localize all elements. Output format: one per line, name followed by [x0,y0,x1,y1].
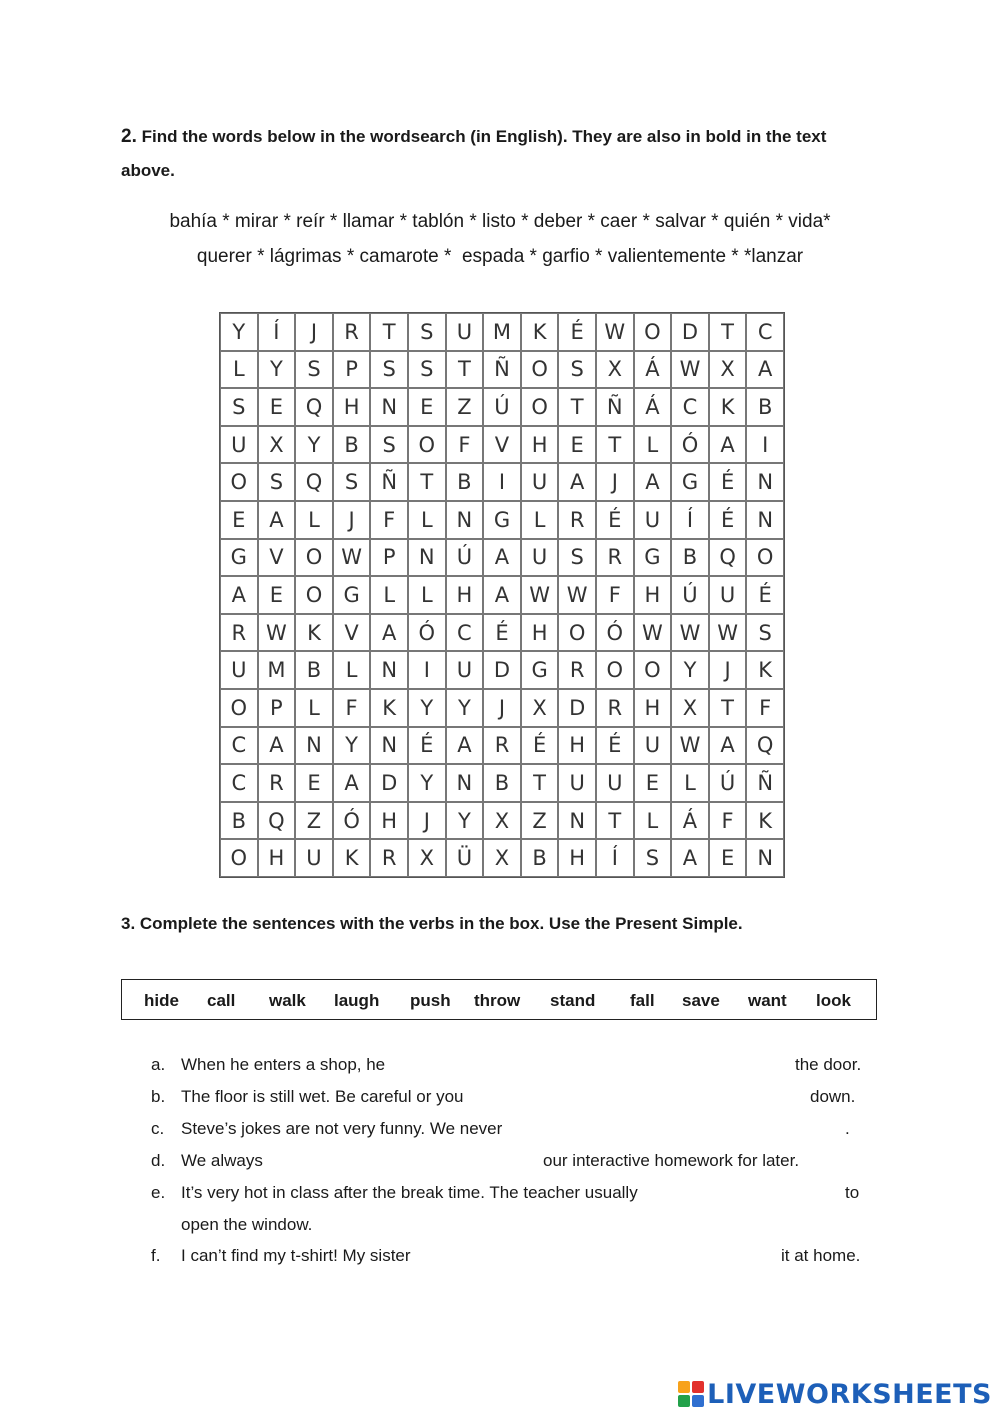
grid-cell-r15-c4[interactable]: K [333,839,371,877]
grid-cell-r7-c15[interactable]: O [746,539,784,577]
grid-cell-r8-c14[interactable]: U [709,576,747,614]
grid-cell-r13-c7[interactable]: N [446,764,484,802]
grid-cell-r6-c9[interactable]: L [521,501,559,539]
answer-d-input[interactable] [278,1148,540,1174]
word-list-line-2: querer * lágrimas * camarote * espada * garfio * valientemente * *lanzar [196,246,804,267]
grid-cell-r3-c10[interactable]: T [558,388,596,426]
grid-cell-r15-c1[interactable]: O [220,839,258,877]
grid-cell-r14-c6[interactable]: J [408,802,446,840]
logo-square-4 [692,1395,704,1407]
verb-box [121,979,877,1020]
grid-cell-r13-c15[interactable]: Ñ [746,764,784,802]
grid-cell-r5-c4[interactable]: S [333,463,371,501]
grid-cell-r12-c15[interactable]: Q [746,727,784,765]
grid-cell-r4-c7[interactable]: F [446,426,484,464]
grid-cell-r2-c12[interactable]: Á [634,351,672,389]
grid-cell-r4-c15[interactable]: I [746,426,784,464]
grid-cell-r4-c13[interactable]: Ó [671,426,709,464]
grid-cell-r11-c13[interactable]: X [671,689,709,727]
grid-cell-r11-c5[interactable]: K [370,689,408,727]
grid-cell-r14-c9[interactable]: Z [521,802,559,840]
grid-cell-r1-c13[interactable]: D [671,313,709,351]
grid-cell-r6-c10[interactable]: R [558,501,596,539]
grid-cell-r14-c2[interactable]: Q [258,802,296,840]
grid-cell-r13-c3[interactable]: E [295,764,333,802]
grid-cell-r2-c7[interactable]: T [446,351,484,389]
grid-cell-r8-c13[interactable]: Ú [671,576,709,614]
grid-cell-r13-c4[interactable]: A [333,764,371,802]
grid-cell-r6-c13[interactable]: Í [671,501,709,539]
grid-cell-r7-c11[interactable]: R [596,539,634,577]
grid-cell-r5-c6[interactable]: T [408,463,446,501]
sentence-b-end: down. [810,1087,856,1106]
logo-square-2 [692,1381,704,1393]
sentence-f-text: I can’t find my t-shirt! My sister [181,1246,411,1265]
logo-text: LIVEWORKSHEETS [707,1378,992,1410]
grid-cell-r1-c11[interactable]: W [596,313,634,351]
grid-cell-r2-c15[interactable]: A [746,351,784,389]
grid-cell-r3-c1[interactable]: S [220,388,258,426]
grid-cell-r3-c4[interactable]: H [333,388,371,426]
grid-cell-r1-c1[interactable]: Y [220,313,258,351]
verb-laugh: laugh [334,991,380,1010]
grid-cell-r2-c3[interactable]: S [295,351,333,389]
grid-cell-r5-c12[interactable]: A [634,463,672,501]
grid-cell-r9-c15[interactable]: S [746,614,784,652]
sentence-d-text: We always [181,1151,263,1170]
grid-cell-r5-c2[interactable]: S [258,463,296,501]
grid-cell-r15-c6[interactable]: X [408,839,446,877]
grid-cell-r1-c14[interactable]: T [709,313,747,351]
grid-cell-r7-c5[interactable]: P [370,539,408,577]
word-list [100,204,900,274]
grid-cell-r11-c6[interactable]: Y [408,689,446,727]
grid-cell-r6-c14[interactable]: É [709,501,747,539]
grid-cell-r1-c7[interactable]: U [446,313,484,351]
grid-cell-r10-c13[interactable]: Y [671,651,709,689]
grid-cell-r13-c8[interactable]: B [483,764,521,802]
grid-cell-r13-c9[interactable]: T [521,764,559,802]
grid-cell-r4-c8[interactable]: V [483,426,521,464]
grid-cell-r9-c10[interactable]: O [558,614,596,652]
grid-cell-r3-c7[interactable]: Z [446,388,484,426]
grid-cell-r6-c4[interactable]: J [333,501,371,539]
grid-cell-r3-c12[interactable]: Á [634,388,672,426]
grid-cell-r7-c3[interactable]: O [295,539,333,577]
grid-cell-r11-c8[interactable]: J [483,689,521,727]
sentence-a-letter: a. [151,1055,166,1074]
grid-cell-r6-c2[interactable]: A [258,501,296,539]
grid-cell-r2-c5[interactable]: S [370,351,408,389]
grid-cell-r9-c5[interactable]: A [370,614,408,652]
grid-cell-r5-c13[interactable]: G [671,463,709,501]
verb-look: look [816,991,851,1010]
grid-cell-r13-c1[interactable]: C [220,764,258,802]
logo-square-3 [678,1395,690,1407]
sentence-d-end: our interactive homework for later. [543,1151,800,1170]
grid-cell-r7-c7[interactable]: Ú [446,539,484,577]
grid-cell-r13-c10[interactable]: U [558,764,596,802]
grid-cell-r2-c4[interactable]: P [333,351,371,389]
grid-cell-r9-c8[interactable]: É [483,614,521,652]
grid-cell-r11-c10[interactable]: D [558,689,596,727]
answer-e-input[interactable] [684,1180,842,1206]
grid-cell-r5-c10[interactable]: A [558,463,596,501]
grid-cell-r15-c11[interactable]: Í [596,839,634,877]
sentence-f-letter: f. [151,1246,161,1265]
grid-cell-r5-c5[interactable]: Ñ [370,463,408,501]
grid-cell-r8-c2[interactable]: E [258,576,296,614]
grid-cell-r7-c9[interactable]: U [521,539,559,577]
grid-cell-r10-c10[interactable]: R [558,651,596,689]
grid-cell-r6-c6[interactable]: L [408,501,446,539]
grid-cell-r7-c1[interactable]: G [220,539,258,577]
grid-cell-r2-c2[interactable]: Y [258,351,296,389]
grid-cell-r10-c12[interactable]: O [634,651,672,689]
grid-cell-r14-c12[interactable]: L [634,802,672,840]
verb-walk: walk [269,991,306,1010]
grid-cell-r3-c8[interactable]: Ú [483,388,521,426]
grid-cell-r11-c1[interactable]: O [220,689,258,727]
grid-cell-r12-c14[interactable]: A [709,727,747,765]
sentence-c-letter: c. [151,1119,165,1138]
grid-cell-r12-c2[interactable]: A [258,727,296,765]
grid-cell-r5-c9[interactable]: U [521,463,559,501]
grid-cell-r4-c6[interactable]: O [408,426,446,464]
grid-cell-r10-c11[interactable]: O [596,651,634,689]
grid-cell-r3-c15[interactable]: B [746,388,784,426]
grid-cell-r9-c4[interactable]: V [333,614,371,652]
grid-cell-r11-c3[interactable]: L [295,689,333,727]
exercise-2-instruction-text: Find the words below in the wordsearch (in English). They are also in bold in the text above. [121,127,827,180]
grid-cell-r11-c9[interactable]: X [521,689,559,727]
sentence-e-letter: e. [151,1183,166,1202]
grid-cell-r4-c1[interactable]: U [220,426,258,464]
grid-cell-r12-c10[interactable]: H [558,727,596,765]
grid-cell-r8-c1[interactable]: A [220,576,258,614]
grid-cell-r12-c3[interactable]: N [295,727,333,765]
grid-cell-r14-c5[interactable]: H [370,802,408,840]
word-list-line-1: bahía * mirar * reír * llamar * tablón * listo * deber * caer * salvar * quién * vida* [169,211,831,232]
grid-cell-r6-c5[interactable]: F [370,501,408,539]
grid-cell-r11-c2[interactable]: P [258,689,296,727]
grid-cell-r5-c8[interactable]: I [483,463,521,501]
grid-cell-r13-c12[interactable]: E [634,764,672,802]
grid-cell-r9-c7[interactable]: C [446,614,484,652]
grid-cell-r7-c12[interactable]: G [634,539,672,577]
grid-cell-r15-c5[interactable]: R [370,839,408,877]
grid-cell-r4-c11[interactable]: T [596,426,634,464]
grid-cell-r12-c11[interactable]: É [596,727,634,765]
sentence-c-end: . [845,1119,850,1138]
grid-cell-r9-c11[interactable]: Ó [596,614,634,652]
grid-cell-r3-c2[interactable]: E [258,388,296,426]
grid-cell-r2-c10[interactable]: S [558,351,596,389]
grid-cell-r10-c1[interactable]: U [220,651,258,689]
grid-cell-r7-c4[interactable]: W [333,539,371,577]
wordsearch-grid [219,312,785,878]
verb-stand: stand [550,991,596,1010]
grid-cell-r13-c2[interactable]: R [258,764,296,802]
grid-cell-r3-c6[interactable]: E [408,388,446,426]
grid-cell-r9-c14[interactable]: W [709,614,747,652]
grid-cell-r6-c3[interactable]: L [295,501,333,539]
exercise-2-instruction [121,120,881,188]
answer-a-input[interactable] [410,1052,792,1078]
grid-cell-r6-c12[interactable]: U [634,501,672,539]
grid-cell-r12-c6[interactable]: É [408,727,446,765]
grid-cell-r14-c7[interactable]: Y [446,802,484,840]
grid-cell-r14-c10[interactable]: N [558,802,596,840]
grid-cell-r4-c12[interactable]: L [634,426,672,464]
grid-cell-r9-c12[interactable]: W [634,614,672,652]
grid-cell-r15-c9[interactable]: B [521,839,559,877]
grid-cell-r12-c9[interactable]: É [521,727,559,765]
sentence-e-end: to [845,1183,860,1202]
grid-cell-r9-c3[interactable]: K [295,614,333,652]
verb-want: want [748,991,787,1010]
grid-cell-r11-c7[interactable]: Y [446,689,484,727]
grid-cell-r8-c5[interactable]: L [370,576,408,614]
grid-cell-r3-c5[interactable]: N [370,388,408,426]
verb-throw: throw [474,991,521,1010]
grid-cell-r15-c3[interactable]: U [295,839,333,877]
grid-cell-r1-c4[interactable]: R [333,313,371,351]
grid-cell-r8-c3[interactable]: O [295,576,333,614]
grid-cell-r14-c13[interactable]: Á [671,802,709,840]
grid-cell-r14-c11[interactable]: T [596,802,634,840]
grid-cell-r4-c3[interactable]: Y [295,426,333,464]
grid-cell-r1-c2[interactable]: Í [258,313,296,351]
grid-cell-r10-c7[interactable]: U [446,651,484,689]
grid-cell-r1-c6[interactable]: S [408,313,446,351]
sentence-a-end: the door. [795,1055,862,1074]
grid-cell-r1-c8[interactable]: M [483,313,521,351]
grid-cell-r5-c7[interactable]: B [446,463,484,501]
grid-cell-r14-c8[interactable]: X [483,802,521,840]
grid-cell-r12-c5[interactable]: N [370,727,408,765]
grid-cell-r15-c14[interactable]: E [709,839,747,877]
grid-cell-r15-c10[interactable]: H [558,839,596,877]
grid-cell-r14-c3[interactable]: Z [295,802,333,840]
grid-cell-r6-c11[interactable]: É [596,501,634,539]
grid-cell-r3-c14[interactable]: K [709,388,747,426]
grid-cell-r13-c14[interactable]: Ú [709,764,747,802]
grid-cell-r8-c6[interactable]: L [408,576,446,614]
grid-cell-r6-c15[interactable]: N [746,501,784,539]
grid-cell-r7-c6[interactable]: N [408,539,446,577]
grid-cell-r2-c1[interactable]: L [220,351,258,389]
grid-cell-r1-c10[interactable]: É [558,313,596,351]
grid-cell-r12-c13[interactable]: W [671,727,709,765]
grid-cell-r12-c7[interactable]: A [446,727,484,765]
grid-cell-r11-c11[interactable]: R [596,689,634,727]
grid-cell-r14-c14[interactable]: F [709,802,747,840]
grid-cell-r8-c15[interactable]: É [746,576,784,614]
grid-cell-r7-c13[interactable]: B [671,539,709,577]
grid-cell-r8-c12[interactable]: H [634,576,672,614]
grid-cell-r14-c15[interactable]: K [746,802,784,840]
grid-cell-r9-c6[interactable]: Ó [408,614,446,652]
grid-cell-r4-c10[interactable]: E [558,426,596,464]
grid-cell-r10-c4[interactable]: L [333,651,371,689]
grid-cell-r12-c4[interactable]: Y [333,727,371,765]
grid-cell-r6-c8[interactable]: G [483,501,521,539]
grid-cell-r8-c11[interactable]: F [596,576,634,614]
grid-cell-r11-c4[interactable]: F [333,689,371,727]
answer-b-input[interactable] [496,1084,808,1110]
grid-cell-r13-c11[interactable]: U [596,764,634,802]
grid-cell-r3-c13[interactable]: C [671,388,709,426]
logo-square-1 [678,1381,690,1393]
grid-cell-r15-c8[interactable]: X [483,839,521,877]
grid-cell-r8-c8[interactable]: A [483,576,521,614]
grid-cell-r2-c8[interactable]: Ñ [483,351,521,389]
logo-squares-icon [678,1381,704,1407]
grid-cell-r8-c10[interactable]: W [558,576,596,614]
grid-cell-r11-c14[interactable]: T [709,689,747,727]
grid-cell-r2-c14[interactable]: X [709,351,747,389]
grid-cell-r10-c6[interactable]: I [408,651,446,689]
grid-cell-r2-c6[interactable]: S [408,351,446,389]
sentence-b-text: The floor is still wet. Be careful or you [181,1087,464,1106]
grid-cell-r10-c15[interactable]: K [746,651,784,689]
grid-cell-r3-c9[interactable]: O [521,388,559,426]
grid-cell-r1-c3[interactable]: J [295,313,333,351]
exercise-2-number: 2. [121,126,137,147]
liveworksheets-logo [678,1378,992,1410]
grid-cell-r8-c4[interactable]: G [333,576,371,614]
grid-cell-r1-c9[interactable]: K [521,313,559,351]
grid-cell-r9-c13[interactable]: W [671,614,709,652]
grid-cell-r10-c9[interactable]: G [521,651,559,689]
grid-cell-r5-c1[interactable]: O [220,463,258,501]
grid-cell-r12-c8[interactable]: R [483,727,521,765]
grid-cell-r4-c2[interactable]: X [258,426,296,464]
grid-cell-r8-c9[interactable]: W [521,576,559,614]
grid-cell-r15-c13[interactable]: A [671,839,709,877]
grid-cell-r2-c11[interactable]: X [596,351,634,389]
grid-cell-r1-c5[interactable]: T [370,313,408,351]
grid-cell-r10-c2[interactable]: M [258,651,296,689]
grid-cell-r7-c2[interactable]: V [258,539,296,577]
sentence-d-letter: d. [151,1151,166,1170]
grid-cell-r2-c13[interactable]: W [671,351,709,389]
grid-cell-r8-c7[interactable]: H [446,576,484,614]
sentence-e-continuation: open the window. [181,1215,313,1234]
grid-cell-r9-c2[interactable]: W [258,614,296,652]
grid-cell-r6-c1[interactable]: E [220,501,258,539]
grid-cell-r7-c8[interactable]: A [483,539,521,577]
grid-cell-r13-c6[interactable]: Y [408,764,446,802]
grid-cell-r13-c5[interactable]: D [370,764,408,802]
answer-f-input[interactable] [438,1243,778,1269]
grid-cell-r15-c7[interactable]: Ü [446,839,484,877]
sentence-e-text: It’s very hot in class after the break time. The teacher usually [181,1183,638,1202]
verb-save: save [682,991,720,1010]
sentence-a-text: When he enters a shop, he [181,1055,386,1074]
grid-cell-r7-c14[interactable]: Q [709,539,747,577]
grid-cell-r9-c9[interactable]: H [521,614,559,652]
verb-hide: hide [144,991,179,1010]
grid-cell-r1-c15[interactable]: C [746,313,784,351]
exercise-3-instruction: 3. Complete the sentences with the verbs in the box. Use the Present Simple. [121,914,743,933]
verb-call: call [207,991,236,1010]
grid-cell-r10-c5[interactable]: N [370,651,408,689]
grid-cell-r11-c12[interactable]: H [634,689,672,727]
grid-cell-r11-c15[interactable]: F [746,689,784,727]
grid-cell-r5-c3[interactable]: Q [295,463,333,501]
sentence-c-text: Steve’s jokes are not very funny. We never [181,1119,503,1138]
grid-cell-r4-c14[interactable]: A [709,426,747,464]
answer-c-input[interactable] [538,1116,844,1142]
sentence-b-letter: b. [151,1087,166,1106]
grid-cell-r10-c8[interactable]: D [483,651,521,689]
grid-cell-r15-c15[interactable]: N [746,839,784,877]
grid-cell-r15-c12[interactable]: S [634,839,672,877]
grid-cell-r5-c11[interactable]: J [596,463,634,501]
grid-cell-r2-c9[interactable]: O [521,351,559,389]
grid-cell-r6-c7[interactable]: N [446,501,484,539]
grid-cell-r1-c12[interactable]: O [634,313,672,351]
sentence-f-end: it at home. [781,1246,861,1265]
grid-cell-r10-c14[interactable]: J [709,651,747,689]
grid-cell-r15-c2[interactable]: H [258,839,296,877]
verb-push: push [410,991,451,1010]
grid-cell-r14-c4[interactable]: Ó [333,802,371,840]
grid-cell-r14-c1[interactable]: B [220,802,258,840]
grid-cell-r7-c10[interactable]: S [558,539,596,577]
grid-cell-r3-c3[interactable]: Q [295,388,333,426]
grid-cell-r12-c12[interactable]: U [634,727,672,765]
grid-cell-r10-c3[interactable]: B [295,651,333,689]
grid-cell-r4-c4[interactable]: B [333,426,371,464]
grid-cell-r5-c14[interactable]: É [709,463,747,501]
grid-cell-r3-c11[interactable]: Ñ [596,388,634,426]
grid-cell-r4-c5[interactable]: S [370,426,408,464]
grid-cell-r12-c1[interactable]: C [220,727,258,765]
grid-cell-r9-c1[interactable]: R [220,614,258,652]
grid-cell-r13-c13[interactable]: L [671,764,709,802]
grid-cell-r4-c9[interactable]: H [521,426,559,464]
grid-cell-r5-c15[interactable]: N [746,463,784,501]
verb-fall: fall [630,991,655,1010]
